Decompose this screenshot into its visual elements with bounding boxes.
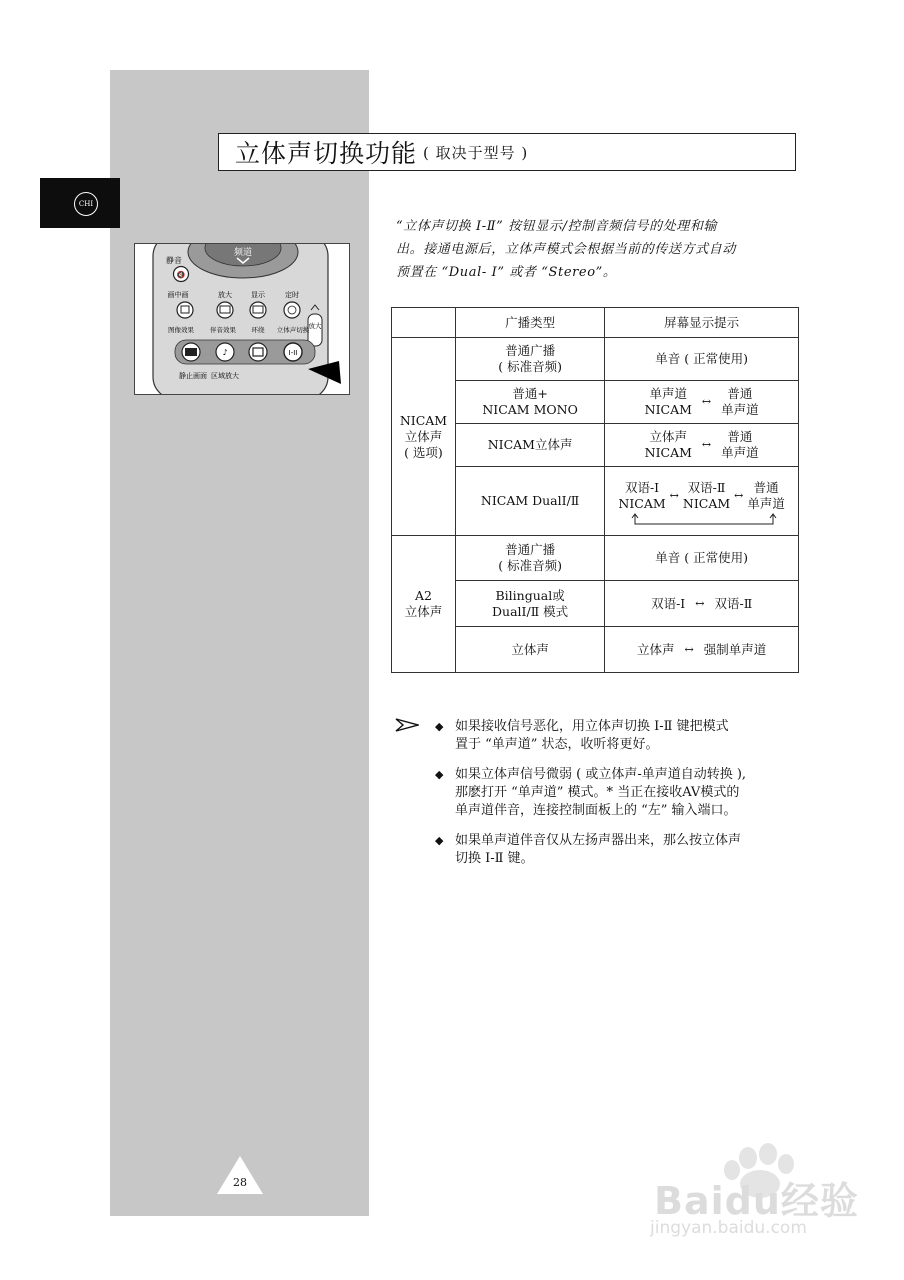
page-number: 28: [233, 1176, 247, 1189]
surround-button[interactable]: [249, 343, 267, 361]
still-label: 静止画面: [179, 372, 207, 380]
screen-cell: 单声道 NICAM ↔ 普通 单声道: [605, 381, 799, 424]
display-button[interactable]: [250, 302, 266, 318]
language-badge: CHI: [74, 192, 98, 216]
language-tab: [40, 178, 120, 228]
screen-cell: 单音 ( 正常使用): [605, 338, 799, 381]
type-cell: Bilingual或 DualⅠ/Ⅱ 模式: [455, 581, 604, 627]
type-cell: 立体声: [455, 627, 604, 673]
pip-button[interactable]: [177, 302, 193, 318]
switch-arrow-icon: ↔: [669, 489, 679, 502]
page-subtitle: ( 取决于型号 ): [423, 143, 529, 162]
bullet-diamond-icon: ◆: [435, 834, 444, 847]
table-row: [392, 536, 799, 581]
timer-button[interactable]: [284, 302, 300, 318]
header-broadcast-type: 广播类型: [455, 308, 604, 338]
type-cell: 普通广播 ( 标准音频): [455, 536, 604, 581]
cycle-loop-icon: [631, 513, 777, 527]
switch-arrow-icon: ↔: [701, 395, 712, 408]
table-row: [392, 338, 799, 381]
stereo-switch-label: 立体声切换: [276, 326, 310, 334]
intro-line-2: 出。接通电源后，立体声模式会根据当前的传送方式自动: [396, 242, 737, 257]
area-zoom-label: 区域放大: [211, 372, 239, 380]
screen-cell: 立体声 ↔ 强制单声道: [605, 627, 799, 673]
side-zoom-rocker[interactable]: [308, 314, 322, 346]
watermark-url: jingyan.baidu.com: [650, 1218, 807, 1238]
type-cell: 普通+ NICAM MONO: [455, 381, 604, 424]
page-title: 立体声切换功能: [235, 139, 418, 168]
svg-text:🔇: 🔇: [176, 271, 186, 279]
header-empty-cell: [392, 308, 456, 338]
screen-cell: 立体声 NICAM ↔ 普通 单声道: [605, 424, 799, 467]
title-box: [218, 133, 796, 171]
pip-label: 画中画: [167, 291, 189, 299]
intro-line-1: “立体声切换 Ⅰ-Ⅱ” 按钮显示/控制音频信号的处理和输: [396, 219, 718, 234]
channel-label: 频道: [233, 248, 253, 258]
nicam-group-cell: NICAM 立体声 ( 选项): [392, 338, 456, 536]
sound-effect-label: 伴音效果: [210, 326, 236, 334]
intro-paragraph: [396, 215, 800, 284]
switch-arrow-icon: ↔: [701, 438, 712, 451]
screen-cell: 双语-Ⅰ ↔ 双语-Ⅱ: [605, 581, 799, 627]
type-cell: NICAM DualⅠ/Ⅱ: [455, 467, 604, 536]
mute-label: 静音: [166, 256, 182, 265]
a2-group-cell: A2 立体声: [392, 536, 456, 673]
picture-effect-label: 图像效果: [168, 326, 194, 334]
switch-arrow-icon: ↔: [684, 642, 694, 656]
type-cell: 普通广播 ( 标准音频): [455, 338, 604, 381]
timer-label: 定时: [285, 291, 299, 299]
intro-line-3: 预置在 “Dual- Ⅰ” 或者 “Stereo”。: [396, 265, 617, 280]
bullet-diamond-icon: ◆: [435, 768, 444, 781]
side-zoom-label: 放大: [308, 322, 322, 330]
display-label: 显示: [251, 291, 265, 299]
remote-illustration: [134, 243, 350, 395]
list-item: ◆ 如果接收信号恶化，用立体声切换 Ⅰ-Ⅱ 键把模式 置于 “单声道” 状态，收听将更好。: [435, 719, 729, 752]
screen-cell: 单音 ( 正常使用): [605, 536, 799, 581]
page-number-triangle: [216, 1155, 264, 1195]
list-item: ◆ 如果立体声信号微弱 ( 或立体声-单声道自动转换 ), 那麽打开 “单声道” 模式。* 当正在接收AV模式的 单声道伴音，连接控制面板上的 “左” 输入端口。: [435, 767, 747, 818]
left-gray-column: [110, 70, 369, 1216]
zoom-label: 放大: [218, 291, 232, 299]
header-screen-prompt: 屏幕显示提示: [605, 308, 799, 338]
zoom-button[interactable]: [217, 302, 233, 318]
broadcast-table: [391, 307, 799, 673]
i-ii-label: I-II: [288, 349, 298, 357]
switch-arrow-icon: ↔: [695, 596, 705, 610]
screen-cell: 双语-Ⅰ NICAM ↔ 双语-Ⅱ NICAM ↔ 普通 单声道: [605, 467, 799, 536]
table-header-row: [392, 308, 799, 338]
svg-text:♪: ♪: [222, 348, 228, 357]
notes-list: [395, 718, 805, 880]
surround-label: 环绕: [251, 326, 265, 334]
remote-drawing: [135, 244, 349, 394]
bullet-diamond-icon: ◆: [435, 720, 444, 733]
list-item: ◆ 如果单声道伴音仅从左扬声器出来，那么按立体声 切换 Ⅰ-Ⅱ 键。: [435, 833, 742, 866]
type-cell: NICAM立体声: [455, 424, 604, 467]
watermark-logo: Baidu经验: [654, 1179, 859, 1223]
switch-arrow-icon: ↔: [734, 489, 744, 502]
